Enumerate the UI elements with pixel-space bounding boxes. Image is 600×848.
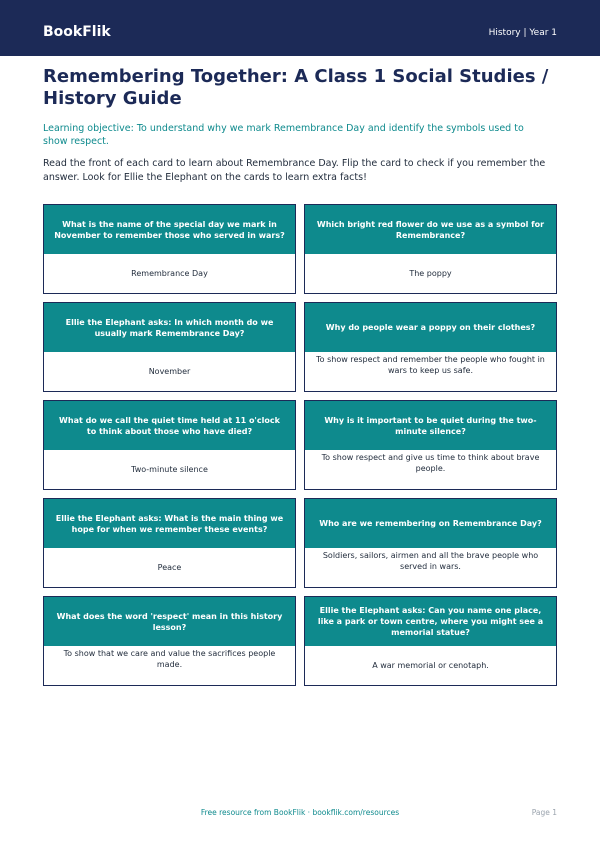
- card-question: Why is it important to be quiet during the two-minute silence?: [305, 401, 556, 450]
- flashcard[interactable]: [304, 596, 557, 686]
- card-answer: To show respect and remember the people who fought in wars to keep us safe.: [305, 352, 556, 391]
- page-title: Remembering Together: A Class 1 Social Studies / History Guide: [43, 66, 549, 109]
- flashcard[interactable]: [304, 498, 557, 588]
- top-bar: [0, 0, 600, 56]
- brand-logo[interactable]: BookFlik: [43, 24, 111, 40]
- card-answer: Soldiers, sailors, airmen and all the brave people who served in wars.: [305, 548, 556, 587]
- card-question: Ellie the Elephant asks: Can you name one place, like a park or town centre, where you might see a memorial statue?: [305, 597, 556, 646]
- card-question: Which bright red flower do we use as a symbol for Remembrance?: [305, 205, 556, 254]
- card-answer: November: [44, 352, 295, 391]
- flashcard[interactable]: [43, 204, 296, 294]
- flashcard[interactable]: [304, 302, 557, 392]
- card-answer: Peace: [44, 548, 295, 587]
- card-answer: Remembrance Day: [44, 254, 295, 293]
- card-answer: A war memorial or cenotaph.: [305, 646, 556, 685]
- flashcard[interactable]: [304, 400, 557, 490]
- flashcard[interactable]: [43, 498, 296, 588]
- flashcard[interactable]: [43, 400, 296, 490]
- card-question: Who are we remembering on Remembrance Day?: [305, 499, 556, 548]
- page-number: Page 1: [531, 808, 557, 817]
- card-answer: The poppy: [305, 254, 556, 293]
- intro-text: Read the front of each card to learn about Remembrance Day. Flip the card to check if you remember the answer. Look for Ellie the Elephant on the cards to learn extra facts!: [43, 158, 546, 183]
- footer-resource-link[interactable]: Free resource from BookFlik · bookflik.com/resources: [200, 808, 400, 817]
- card-question: Why do people wear a poppy on their clothes?: [305, 303, 556, 352]
- flashcard[interactable]: [43, 302, 296, 392]
- card-question: What is the name of the special day we mark in November to remember those who served in wars?: [44, 205, 295, 254]
- card-answer: To show that we care and value the sacrifices people made.: [44, 646, 295, 685]
- subject-year-label: History | Year 1: [488, 28, 557, 38]
- flashcard[interactable]: [43, 596, 296, 686]
- card-question: Ellie the Elephant asks: In which month do we usually mark Remembrance Day?: [44, 303, 295, 352]
- card-question: Ellie the Elephant asks: What is the main thing we hope for when we remember these events?: [44, 499, 295, 548]
- flashcard[interactable]: [304, 204, 557, 294]
- card-answer: Two-minute silence: [44, 450, 295, 489]
- card-question: What does the word 'respect' mean in this history lesson?: [44, 597, 295, 646]
- flashcard-grid: [43, 204, 557, 686]
- card-question: What do we call the quiet time held at 11 o'clock to think about those who have died?: [44, 401, 295, 450]
- learning-objective: Learning objective: To understand why we mark Remembrance Day and identify the symbols used to show respect.: [43, 123, 524, 147]
- card-answer: To show respect and give us time to think about brave people.: [305, 450, 556, 489]
